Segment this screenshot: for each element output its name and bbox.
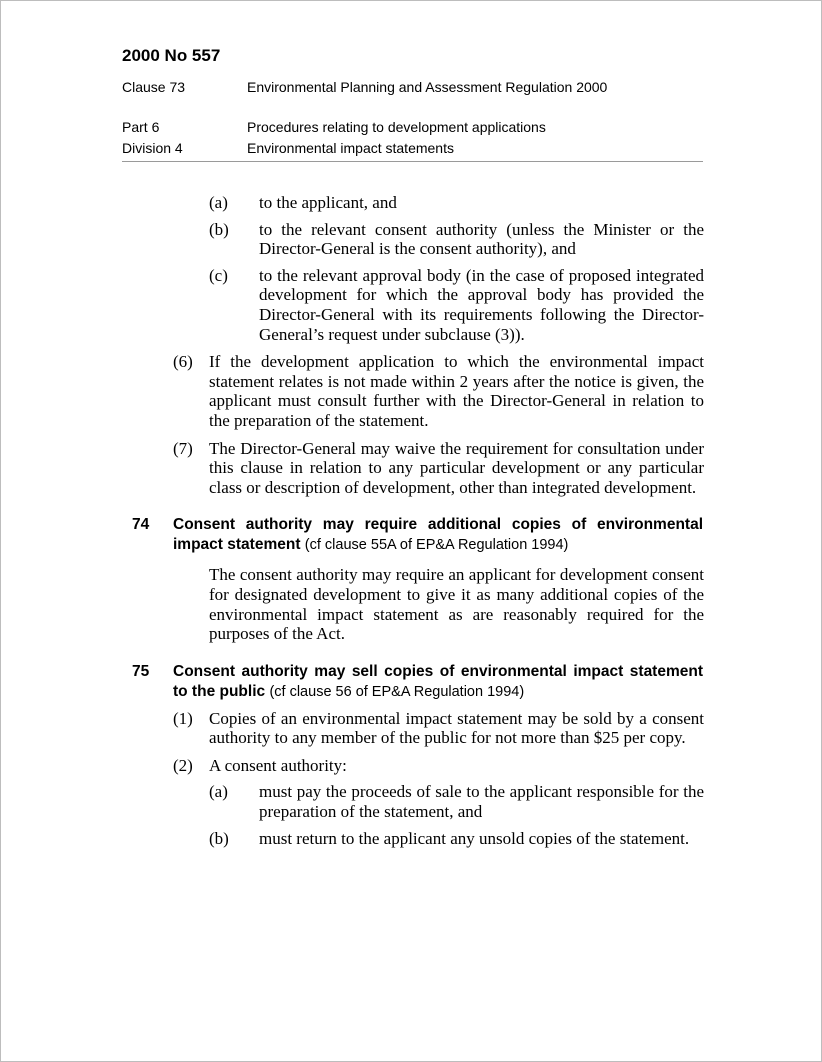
subclause [173,352,704,430]
paragraph-text: must return to the applicant any unsold copies of the statement. [259,828,690,848]
paragraph-number: (b) [209,219,229,239]
document-number: 2000 No 557 [122,46,221,65]
clause-body [209,565,704,643]
division-title: Environmental impact statements [247,140,454,156]
clause-label: Clause 73 [122,79,186,95]
part-label: Part 6 [122,119,160,135]
header-divider [122,161,703,162]
paragraph-number: (c) [209,265,228,285]
paragraph-text: to the relevant approval body (in the case of proposed integrated development for which the approval body has provided the Director-General with its requirements following the Director-General’s request under subclause (3)). [259,265,704,344]
paragraph-number: (a) [209,193,228,212]
subclause-text: If the development application to which the environmental impact statement relates is not made within 2 years after the notice is given, the applicant must consult further with the Director-General in relation to the preparation of the statement. [209,352,704,430]
subclause-text: Copies of an environmental impact statement may be sold by a consent authority to any member of the public for not more than $25 per copy. [209,708,704,748]
clause-number: 74 [132,516,150,534]
paragraph-number: (a) [209,782,228,802]
clause-title: Consent authority may require additional copies of environmental impact statement [173,516,703,554]
paragraph-item [209,219,704,259]
paragraph-item [209,193,704,213]
clause-heading [132,515,703,555]
paragraph-item [209,265,704,344]
act-title: Environmental Planning and Assessment Regulation 2000 [247,79,608,95]
clause-number: 75 [132,662,150,680]
clause-reference: (cf clause 55A of EP&A Regulation 1994) [304,537,569,554]
subclause-text: The Director-General may waive the requirement for consultation under this clause in relation to any particular development or any particular class or description of development, other than integrated development. [209,438,704,497]
part-title: Procedures relating to development applications [247,119,546,135]
document-body [1,193,821,848]
clause-reference: (cf clause 56 of EP&A Regulation 1994) [269,683,525,700]
clause-heading [132,662,703,702]
subclause [173,708,704,748]
paragraph-number: (b) [209,828,229,848]
subclause-number: (1) [173,708,193,728]
clause-body-text: The consent authority may require an applicant for development consent for designated development to give it as many additional copies of the environmental impact statement as are reasonably required for the purposes of the Act. [209,565,704,644]
paragraph-item [209,782,704,822]
division-label: Division 4 [122,140,183,156]
paragraph-text: must pay the proceeds of sale to the applicant responsible for the preparation of the statement, and [259,782,704,822]
paragraph-item [209,828,704,849]
paragraph-text: to the relevant consent authority (unless the Minister or the Director-General is the consent authority), and [259,219,704,259]
subclause [173,755,704,776]
subclause-number: (6) [173,352,193,372]
subclause-text: A consent authority: [209,755,347,775]
subclause-number: (7) [173,438,193,458]
subclause [173,438,704,498]
subclause-number: (2) [173,755,193,775]
paragraph-text: to the applicant, and [259,193,397,212]
clause-title: Consent authority may sell copies of environmental impact statement to the public [173,662,703,700]
